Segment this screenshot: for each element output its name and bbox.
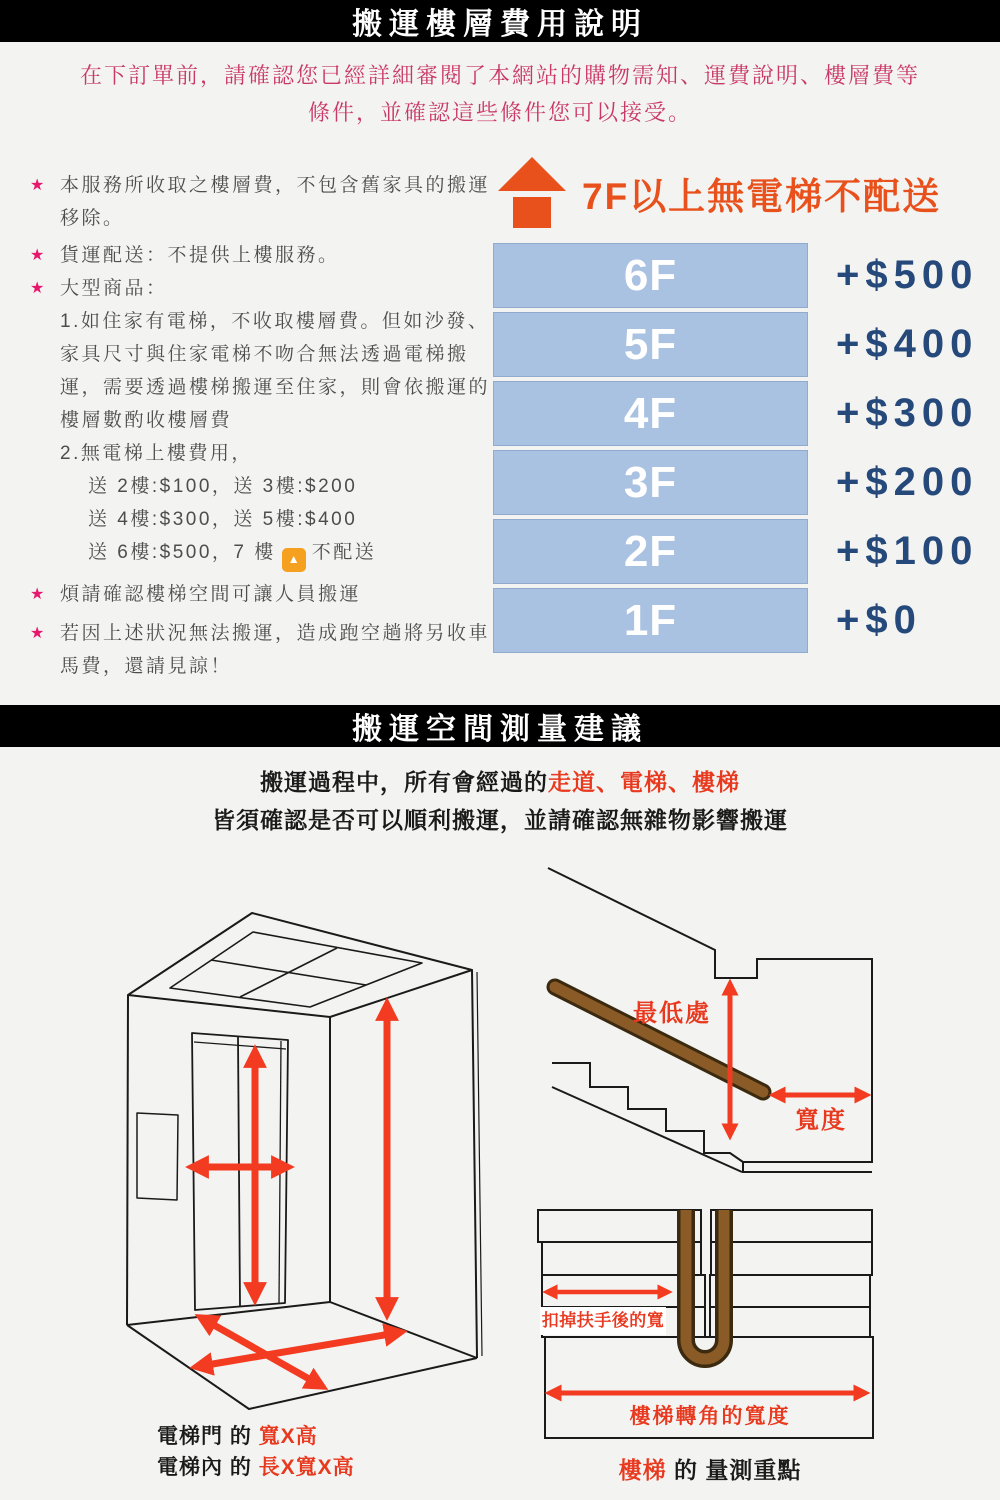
caption-red: 寬X高: [258, 1425, 318, 1448]
stairs-figure: [545, 860, 995, 1190]
note-text-suffix: 不配送: [311, 542, 377, 563]
measure-intro-line1-black: 搬運過程中，所有會經過的: [260, 769, 548, 795]
floor-label: 2F: [493, 519, 808, 584]
star-bullet-icon: ★: [30, 624, 47, 642]
star-bullet-icon: ★: [30, 585, 47, 603]
note-text: 2.無電梯上樓費用，: [60, 443, 253, 464]
floor-row: [493, 450, 978, 515]
handrail-width-label: 扣掉扶手後的寬: [540, 1307, 666, 1335]
measure-intro-line1-red: 走道、電梯、樓梯: [548, 769, 740, 795]
star-bullet-icon: ★: [30, 280, 47, 297]
floor-label: 4F: [493, 381, 808, 446]
up-arrow-icon: [497, 157, 567, 229]
stairs-caption-black: 的 量測重點: [666, 1457, 802, 1483]
banner-text: 7F以上無電梯不配送: [582, 176, 942, 217]
elevator-caption: [157, 1421, 355, 1483]
note-item: [30, 437, 492, 470]
measure-section-title: 搬運空間測量建議: [352, 713, 648, 746]
note-list: [30, 169, 492, 683]
caption-black: 電梯內 的: [157, 1456, 259, 1479]
star-bullet-icon: ★: [30, 247, 47, 264]
note-text-prefix: 送 6樓:$500，7 樓: [88, 542, 276, 563]
measure-section-bar: [0, 705, 1000, 747]
note-item: [30, 536, 492, 572]
caption-black: 電梯門 的: [157, 1425, 259, 1448]
elevator-line-art: [127, 913, 482, 1409]
lowest-point-label: 最低處: [633, 1000, 711, 1027]
floor-fee: +$500: [836, 253, 979, 297]
floor-row: [493, 312, 978, 377]
floor-fee-table: [493, 243, 978, 653]
elevator-caption-line2: [157, 1452, 355, 1483]
intro-note: [0, 57, 1000, 131]
note-item: [30, 617, 492, 683]
note-item: [30, 470, 492, 503]
floor-fee: +$100: [836, 529, 979, 573]
floor-label: 3F: [493, 450, 808, 515]
floor-label: 5F: [493, 312, 808, 377]
floor-row: [493, 588, 978, 653]
width-label: 寬度: [795, 1107, 847, 1134]
note-text: [88, 536, 492, 572]
fee-section-title: 搬運樓層費用說明: [352, 8, 648, 41]
intro-line2: 條件，並確認這些條件您可以接受。: [307, 100, 692, 125]
measure-intro-line2: 皆須確認是否可以順利搬運，並請確認無雜物影響搬運: [212, 807, 788, 833]
floor-fee: +$0: [836, 598, 922, 642]
measure-intro-line1: [0, 763, 1000, 801]
note-item: [30, 503, 492, 536]
intro-line1: 在下訂單前，請確認您已經詳細審閱了本網站的購物需知、運費說明、樓層費等: [79, 63, 920, 88]
elevator-figure: [60, 860, 500, 1420]
up-triangle-button-icon: ▲: [282, 548, 306, 572]
note-text: 送 4樓:$300，送 5樓:$400: [88, 509, 358, 530]
note-item: [30, 272, 492, 305]
star-bullet-icon: ★: [30, 177, 47, 194]
floor-fee: +$300: [836, 391, 979, 435]
floor-fee: +$400: [836, 322, 979, 366]
note-item: [30, 169, 492, 235]
floor-row: [493, 519, 978, 584]
stairs-caption-red: 樓梯: [618, 1457, 667, 1483]
floor-fee: +$200: [836, 460, 979, 504]
fee-section-bar: [0, 0, 1000, 42]
note-item: [30, 578, 492, 611]
note-item: [30, 305, 492, 437]
note-text: 貨運配送：不提供上樓服務。: [60, 245, 340, 266]
elevator-caption-line1: [157, 1421, 355, 1452]
no-elevator-banner: [497, 157, 941, 229]
note-text: 1.如住家有電梯，不收取樓層費。但如沙發、家具尺寸與住家電梯不吻合無法透過電梯搬運，需要透過樓梯搬運至住家，則會依搬運的樓層數酌收樓層費: [60, 311, 491, 431]
floor-row: [493, 381, 978, 446]
note-text: 送 2樓:$100，送 3樓:$200: [88, 476, 358, 497]
note-text: 本服務所收取之樓層費，不包含舊家具的搬運移除。: [60, 175, 491, 229]
note-text: 煩請確認樓梯空間可讓人員搬運: [60, 583, 362, 605]
floor-label: 6F: [493, 243, 808, 308]
elevator-measure-arrows: [197, 1009, 396, 1384]
note-text: 大型商品：: [60, 278, 168, 299]
note-item: [30, 239, 492, 272]
stairs-caption: [530, 1452, 890, 1485]
caption-red: 長X寬X高: [258, 1456, 355, 1479]
floor-label: 1F: [493, 588, 808, 653]
floor-row: [493, 243, 978, 308]
corner-width-label: 樓梯轉角的寬度: [629, 1405, 791, 1428]
note-text: 若因上述狀況無法搬運，造成跑空趟將另收車馬費，還請見諒！: [60, 622, 491, 677]
measure-intro: [0, 763, 1000, 839]
